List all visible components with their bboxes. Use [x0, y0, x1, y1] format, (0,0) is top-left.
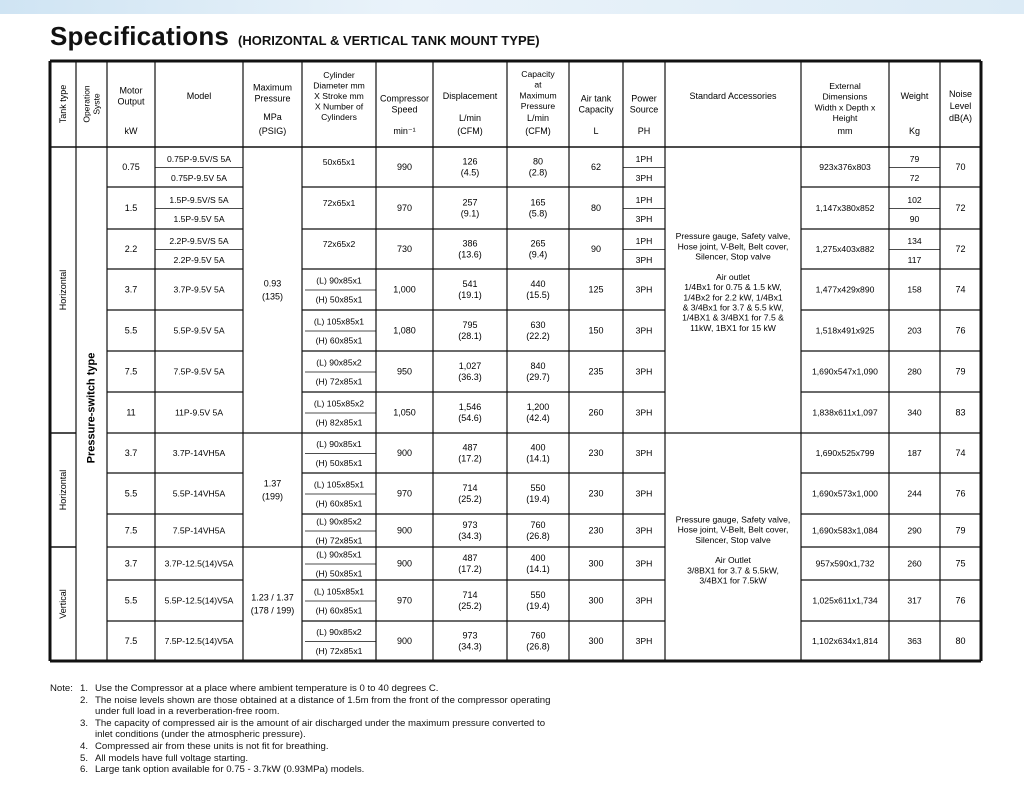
- motor-output-value: 3.7: [124, 284, 138, 295]
- external-dimensions-value: 1,690x583x1,084: [812, 525, 878, 536]
- notes-section: [50, 683, 550, 776]
- displacement-value: 487: [462, 553, 478, 564]
- motor-output-value: 5.5: [124, 488, 138, 499]
- capacity-value: (26.8): [526, 531, 550, 542]
- displacement-value: 257: [462, 197, 478, 208]
- standard-accessories-lower: Air Outlet: [715, 555, 751, 566]
- model-value: 7.5P-14VH5A: [172, 525, 226, 536]
- air-tank-value: 230: [588, 448, 604, 458]
- model-value: 5.5P-9.5V 5A: [173, 325, 225, 336]
- header-cylinder: Diameter mm: [313, 80, 365, 91]
- capacity-value: (19.4): [526, 601, 550, 612]
- power-source-value: 3PH: [635, 173, 653, 183]
- noise-level-value: 79: [955, 525, 966, 536]
- displacement-value: 541: [462, 279, 478, 290]
- compressor-speed-value: 990: [396, 162, 413, 172]
- header-external-dimensions: Height: [832, 112, 858, 123]
- capacity-value: 440: [530, 279, 546, 290]
- power-source-value: 3PH: [635, 407, 653, 418]
- note-number: 3.: [80, 717, 89, 729]
- displacement-value: 1,027: [458, 361, 482, 372]
- capacity-value: 550: [530, 590, 546, 601]
- weight-value: 280: [907, 366, 922, 377]
- capacity-value: (26.8): [526, 641, 550, 652]
- tank-type-value: Horizontal: [58, 469, 68, 511]
- cylinder-value: (L) 90x85x1: [316, 549, 362, 560]
- weight-value: 363: [907, 636, 922, 646]
- weight-value: 260: [907, 558, 922, 569]
- cylinder-value: (L) 105x85x1: [313, 316, 365, 327]
- power-source-value: 3PH: [635, 525, 653, 536]
- noise-level-value: 74: [955, 284, 966, 295]
- header-weight-unit: Kg: [908, 126, 921, 136]
- power-source-value: 3PH: [635, 636, 653, 646]
- note-item: [50, 683, 550, 695]
- noise-level-value: 76: [955, 488, 966, 499]
- cylinder-value: (H) 50x85x1: [315, 568, 363, 579]
- displacement-value: 1,546: [458, 402, 482, 413]
- external-dimensions-value: 923x376x803: [819, 162, 871, 172]
- air-tank-value: 300: [588, 595, 604, 606]
- power-source-value: 3PH: [635, 366, 653, 377]
- power-source-value: 3PH: [635, 488, 653, 499]
- cylinder-value: (L) 90x85x2: [316, 516, 362, 527]
- note-item: [50, 695, 550, 707]
- weight-value: 244: [907, 488, 922, 499]
- cylinder-value: (L) 90x85x1: [316, 439, 362, 449]
- note-number: 1.: [80, 683, 89, 694]
- compressor-speed-value: 900: [396, 636, 413, 646]
- displacement-value: (13.6): [458, 249, 482, 260]
- model-value: 1.5P-9.5V/S 5A: [169, 195, 229, 205]
- capacity-value: (29.7): [526, 372, 550, 383]
- header-air-tank-unit: L: [593, 126, 599, 136]
- page-subtitle: (HORIZONTAL & VERTICAL TANK MOUNT TYPE): [238, 33, 540, 48]
- noise-level-value: 76: [955, 325, 966, 336]
- weight-value: 187: [907, 448, 922, 458]
- air-tank-value: 300: [588, 636, 604, 646]
- displacement-value: 487: [462, 442, 478, 453]
- header-capacity: Pressure: [520, 100, 556, 111]
- capacity-value: 80: [532, 156, 544, 167]
- displacement-value: (28.1): [458, 331, 482, 342]
- capacity-value: 165: [530, 197, 546, 208]
- note-text: All models have full voltage starting.: [95, 752, 249, 764]
- motor-output-value: 5.5: [124, 595, 138, 606]
- power-source-value: 3PH: [635, 595, 653, 606]
- weight-value: 90: [909, 214, 920, 224]
- capacity-value: (22.2): [526, 331, 550, 342]
- displacement-value: (36.3): [458, 372, 482, 383]
- capacity-value: 400: [530, 553, 546, 564]
- note-text: Compressed air from these units is not fit for breathing.: [95, 740, 329, 752]
- header-air-tank: Air tank: [580, 93, 612, 104]
- header-external-dimensions: Width x Depth x: [814, 102, 876, 113]
- motor-output-value: 1.5: [124, 203, 138, 213]
- external-dimensions-value: 1,838x611x1,097: [812, 407, 878, 418]
- weight-value: 317: [907, 595, 922, 606]
- cylinder-value: (H) 82x85x1: [315, 417, 363, 428]
- cylinder-value: (L) 90x85x1: [316, 275, 362, 286]
- capacity-value: 1,200: [526, 402, 550, 413]
- air-tank-value: 235: [588, 366, 604, 377]
- air-tank-value: 90: [590, 244, 602, 254]
- max-pressure-value: (199): [261, 491, 284, 502]
- standard-accessories-lower: 3/8BX1 for 3.7 & 5.5kW,: [687, 565, 779, 576]
- header-air-tank: Capacity: [578, 104, 614, 115]
- model-value: 0.75P-9.5V 5A: [171, 173, 227, 183]
- header-dimensions-unit: mm: [837, 126, 853, 136]
- header-power-source: Power: [631, 93, 657, 104]
- displacement-value: 714: [462, 590, 478, 601]
- header-cylinder: Cylinder: [323, 69, 355, 80]
- model-value: 7.5P-12.5(14)V5A: [164, 636, 234, 646]
- compressor-speed-value: 970: [396, 203, 413, 213]
- standard-accessories-upper: Pressure gauge, Safety valve,: [675, 231, 791, 242]
- weight-value: 203: [907, 325, 922, 336]
- header-capacity-unit: L/min: [526, 113, 550, 123]
- weight-value: 340: [907, 407, 922, 418]
- header-displacement: Displacement: [442, 91, 498, 101]
- compressor-speed-value: 970: [396, 595, 413, 606]
- note-number: 4.: [80, 740, 89, 752]
- note-text: The capacity of compressed air is the amount of air discharged under the maximum pressure converted to: [95, 717, 546, 729]
- weight-value: 134: [907, 236, 922, 246]
- header-external-dimensions: Dimensions: [822, 91, 868, 102]
- cylinder-value: (L) 105x85x2: [313, 398, 365, 409]
- external-dimensions-value: 1,518x491x925: [815, 325, 875, 336]
- weight-value: 72: [909, 173, 920, 183]
- displacement-value: (9.1): [460, 208, 480, 219]
- note-number: 6.: [80, 764, 89, 776]
- air-tank-value: 230: [588, 488, 604, 499]
- motor-output-value: 3.7: [124, 448, 138, 458]
- displacement-value: (54.6): [458, 413, 482, 424]
- max-pressure-value: 0.93: [263, 278, 282, 289]
- cylinder-value: 50x65x1: [322, 157, 356, 167]
- motor-output-value: 7.5: [124, 366, 138, 377]
- capacity-value: 630: [530, 320, 546, 331]
- model-value: 2.2P-9.5V 5A: [173, 255, 225, 265]
- header-speed-unit: min⁻¹: [393, 126, 416, 136]
- note-item: [50, 741, 550, 753]
- standard-accessories-upper: Air outlet: [716, 271, 750, 282]
- external-dimensions-value: 1,275x403x882: [815, 244, 875, 254]
- external-dimensions-value: 1,025x611x1,734: [812, 595, 878, 606]
- noise-level-value: 76: [955, 595, 966, 606]
- noise-level-value: 72: [955, 203, 966, 213]
- header-weight: Weight: [900, 91, 929, 101]
- weight-value: 79: [909, 154, 920, 164]
- compressor-speed-value: 1,080: [393, 325, 416, 336]
- standard-accessories-lower: Hose joint, V-Belt, Belt cover,: [677, 524, 789, 535]
- header-capacity-unit: (CFM): [525, 126, 551, 136]
- header-compressor-speed: Speed: [391, 104, 418, 115]
- standard-accessories-upper: 1/4Bx1 for 0.75 & 1.5 kW,: [684, 282, 782, 293]
- air-tank-value: 80: [590, 203, 602, 213]
- displacement-value: 714: [462, 483, 478, 494]
- model-value: 0.75P-9.5V/S 5A: [166, 154, 232, 164]
- capacity-value: 400: [530, 442, 546, 453]
- cylinder-value: (L) 105x85x1: [313, 479, 365, 490]
- external-dimensions-value: 1,477x429x890: [815, 284, 875, 295]
- model-value: 3.7P-9.5V 5A: [173, 284, 225, 295]
- power-source-value: 3PH: [635, 448, 653, 458]
- cylinder-value: (H) 50x85x1: [315, 458, 363, 468]
- noise-level-value: 83: [955, 407, 966, 418]
- note-item: [50, 753, 550, 765]
- standard-accessories-upper: 11kW, 1BX1 for 15 kW: [690, 322, 776, 333]
- header-power-source: Source: [629, 104, 659, 115]
- motor-output-value: 0.75: [122, 162, 140, 172]
- air-tank-value: 300: [588, 558, 604, 569]
- air-tank-value: 150: [588, 325, 604, 336]
- capacity-value: (2.8): [528, 167, 548, 178]
- model-value: 5.5P-14VH5A: [172, 488, 226, 499]
- displacement-value: (34.3): [458, 531, 482, 542]
- standard-accessories-lower: Pressure gauge, Safety valve,: [675, 514, 791, 525]
- model-value: 11P-9.5V 5A: [174, 407, 224, 418]
- note-text-continued: inlet conditions (under the atmospheric pressure).: [95, 729, 306, 741]
- capacity-value: (14.1): [526, 564, 550, 575]
- note-number: 2.: [80, 694, 89, 706]
- note-text: Use the Compressor at a place where ambient temperature is 0 to 40 degrees C.: [95, 683, 439, 694]
- header-max-pressure: Maximum: [252, 82, 293, 93]
- header-model: Model: [186, 91, 212, 101]
- air-tank-value: 62: [590, 162, 602, 172]
- standard-accessories-lower: 3/4BX1 for 7.5kW: [699, 575, 767, 586]
- cylinder-value: (H) 60x85x1: [315, 498, 363, 509]
- noise-level-value: 75: [955, 558, 966, 569]
- header-power-unit: PH: [637, 126, 651, 136]
- air-tank-value: 230: [588, 525, 604, 536]
- tank-type-value: Vertical: [58, 589, 68, 619]
- external-dimensions-value: 1,690x547x1,090: [812, 366, 878, 377]
- model-value: 7.5P-9.5V 5A: [173, 366, 225, 377]
- power-source-value: 3PH: [635, 214, 653, 224]
- note-item: [50, 764, 550, 776]
- note-text: The noise levels shown are those obtained at a distance of 1.5m from the front of the compressor operating: [95, 694, 551, 706]
- capacity-value: (14.1): [526, 453, 550, 464]
- cylinder-value: (H) 72x85x1: [315, 535, 363, 546]
- external-dimensions-value: 1,690x573x1,000: [812, 488, 878, 499]
- displacement-value: 973: [462, 630, 478, 641]
- displacement-value: 795: [462, 320, 478, 331]
- header-displacement-unit: L/min: [458, 113, 482, 123]
- capacity-value: (19.4): [526, 494, 550, 505]
- cylinder-value: (H) 50x85x1: [315, 294, 363, 305]
- cylinder-value: (H) 60x85x1: [315, 605, 363, 616]
- header-pressure-unit: (PSIG): [258, 126, 287, 136]
- cylinder-value: (H) 72x85x1: [315, 376, 363, 387]
- max-pressure-value: (135): [261, 291, 284, 302]
- header-standard-accessories: Standard Accessories: [689, 91, 777, 101]
- model-value: 2.2P-9.5V/S 5A: [169, 236, 229, 246]
- motor-output-value: 7.5: [124, 525, 138, 536]
- weight-value: 117: [907, 255, 922, 265]
- operation-system-value: Pressure-switch type: [85, 352, 98, 464]
- header-motor-output: Output: [117, 96, 145, 107]
- standard-accessories-upper: Hose joint, V-Belt, Belt cover,: [677, 241, 789, 252]
- header-compressor-speed: Compressor: [379, 93, 430, 104]
- displacement-value: (17.2): [458, 564, 482, 575]
- model-value: 3.7P-12.5(14)V5A: [164, 558, 234, 569]
- displacement-value: 386: [462, 238, 478, 249]
- capacity-value: (9.4): [528, 249, 548, 260]
- header-operation-system: Operation: [81, 85, 92, 123]
- standard-accessories-upper: Silencer, Stop valve: [695, 251, 771, 262]
- displacement-value: 126: [462, 156, 478, 167]
- noise-level-value: 79: [955, 366, 966, 377]
- header-motor-unit: kW: [124, 126, 138, 136]
- displacement-value: (25.2): [458, 601, 482, 612]
- header-external-dimensions: External: [829, 81, 861, 92]
- displacement-value: (17.2): [458, 453, 482, 464]
- standard-accessories-upper: & 3/4Bx1 for 3.7 & 5.5 kW,: [682, 302, 784, 313]
- cylinder-value: (L) 90x85x2: [316, 357, 362, 368]
- header-pressure-unit: MPa: [263, 112, 282, 122]
- standard-accessories-upper: 1/4Bx2 for 2.2 kW, 1/4Bx1: [683, 292, 783, 303]
- capacity-value: 840: [530, 361, 546, 372]
- cylinder-value: (L) 90x85x2: [316, 627, 362, 637]
- air-tank-value: 260: [588, 407, 604, 418]
- cylinder-value: (L) 105x85x1: [313, 586, 365, 597]
- compressor-speed-value: 900: [396, 558, 413, 569]
- noise-level-value: 74: [955, 448, 966, 458]
- displacement-value: (19.1): [458, 290, 482, 301]
- weight-value: 102: [907, 195, 922, 205]
- capacity-value: 550: [530, 483, 546, 494]
- capacity-value: 265: [530, 238, 546, 249]
- power-source-value: 3PH: [635, 255, 653, 265]
- air-tank-value: 125: [588, 284, 604, 295]
- note-item: [50, 718, 550, 730]
- note-text-continued: under full load in a reverberation-free room.: [95, 706, 280, 718]
- weight-value: 158: [907, 284, 922, 295]
- displacement-value: (25.2): [458, 494, 482, 505]
- compressor-speed-value: 900: [396, 448, 413, 458]
- header-tank-type: Tank type: [58, 84, 68, 124]
- displacement-value: (34.3): [458, 641, 482, 652]
- capacity-value: (15.5): [526, 290, 550, 301]
- model-value: 3.7P-14VH5A: [172, 448, 226, 458]
- motor-output-value: 7.5: [124, 636, 138, 646]
- motor-output-value: 11: [126, 407, 136, 418]
- compressor-speed-value: 950: [396, 366, 413, 377]
- model-value: 1.5P-9.5V 5A: [173, 214, 225, 224]
- power-source-value: 3PH: [635, 558, 653, 569]
- header-cylinder: Cylinders: [321, 112, 357, 123]
- motor-output-value: 2.2: [124, 244, 138, 254]
- power-source-value: 1PH: [635, 154, 653, 164]
- header-motor-output: Motor: [119, 85, 143, 96]
- header-capacity: at: [534, 79, 542, 90]
- compressor-speed-value: 1,050: [393, 407, 416, 418]
- standard-accessories-lower: Silencer, Stop valve: [695, 534, 771, 545]
- capacity-value: 760: [530, 630, 546, 641]
- compressor-speed-value: 900: [396, 525, 413, 536]
- cylinder-value: (H) 72x85x1: [315, 646, 363, 656]
- power-source-value: 3PH: [635, 325, 653, 336]
- external-dimensions-value: 1,102x634x1,814: [812, 636, 878, 646]
- note-label: Note:: [50, 683, 73, 694]
- external-dimensions-value: 1,147x380x852: [815, 203, 875, 213]
- cylinder-value: 72x65x2: [322, 239, 356, 249]
- power-source-value: 1PH: [635, 236, 653, 246]
- header-noise-level: Noise: [948, 89, 973, 100]
- tank-type-value: Horizontal: [58, 269, 68, 311]
- note-number: 5.: [80, 752, 89, 764]
- header-max-pressure: Pressure: [254, 93, 291, 104]
- motor-output-value: 3.7: [124, 558, 138, 569]
- header-capacity: Maximum: [519, 90, 557, 101]
- max-pressure-value: 1.23 / 1.37: [251, 592, 294, 603]
- standard-accessories-upper: 1/4BX1 & 3/4BX1 for 7.5 &: [682, 312, 784, 323]
- header-cylinder: X Number of: [314, 101, 364, 112]
- cylinder-value: (H) 60x85x1: [315, 335, 363, 346]
- compressor-speed-value: 1,000: [393, 284, 416, 295]
- header-noise-level: dB(A): [948, 113, 973, 124]
- note-text: Large tank option available for 0.75 - 3.7kW (0.93MPa) models.: [95, 764, 365, 776]
- capacity-value: 760: [530, 520, 546, 531]
- motor-output-value: 5.5: [124, 325, 138, 336]
- displacement-value: 973: [462, 520, 478, 531]
- capacity-value: (42.4): [526, 413, 550, 424]
- noise-level-value: 80: [955, 636, 966, 646]
- max-pressure-value: 1.37: [263, 478, 282, 489]
- external-dimensions-value: 957x590x1,732: [815, 558, 875, 569]
- header-operation-system: Syste: [91, 93, 102, 115]
- page-title: Specifications: [50, 21, 230, 51]
- displacement-value: (4.5): [460, 167, 480, 178]
- compressor-speed-value: 730: [396, 244, 413, 254]
- noise-level-value: 72: [955, 244, 966, 254]
- header-noise-level: Level: [949, 101, 972, 112]
- power-source-value: 1PH: [635, 195, 653, 205]
- header-displacement-unit: (CFM): [457, 126, 483, 136]
- header-capacity: Capacity: [521, 69, 555, 80]
- capacity-value: (5.8): [528, 208, 548, 219]
- compressor-speed-value: 970: [396, 488, 413, 499]
- weight-value: 290: [907, 525, 922, 536]
- model-value: 5.5P-12.5(14)V5A: [164, 595, 234, 606]
- max-pressure-value: (178 / 199): [250, 605, 295, 616]
- header-cylinder: X Stroke mm: [314, 91, 364, 102]
- noise-level-value: 70: [955, 162, 966, 172]
- power-source-value: 3PH: [635, 284, 653, 295]
- cylinder-value: 72x65x1: [322, 198, 356, 208]
- external-dimensions-value: 1,690x525x799: [815, 448, 875, 458]
